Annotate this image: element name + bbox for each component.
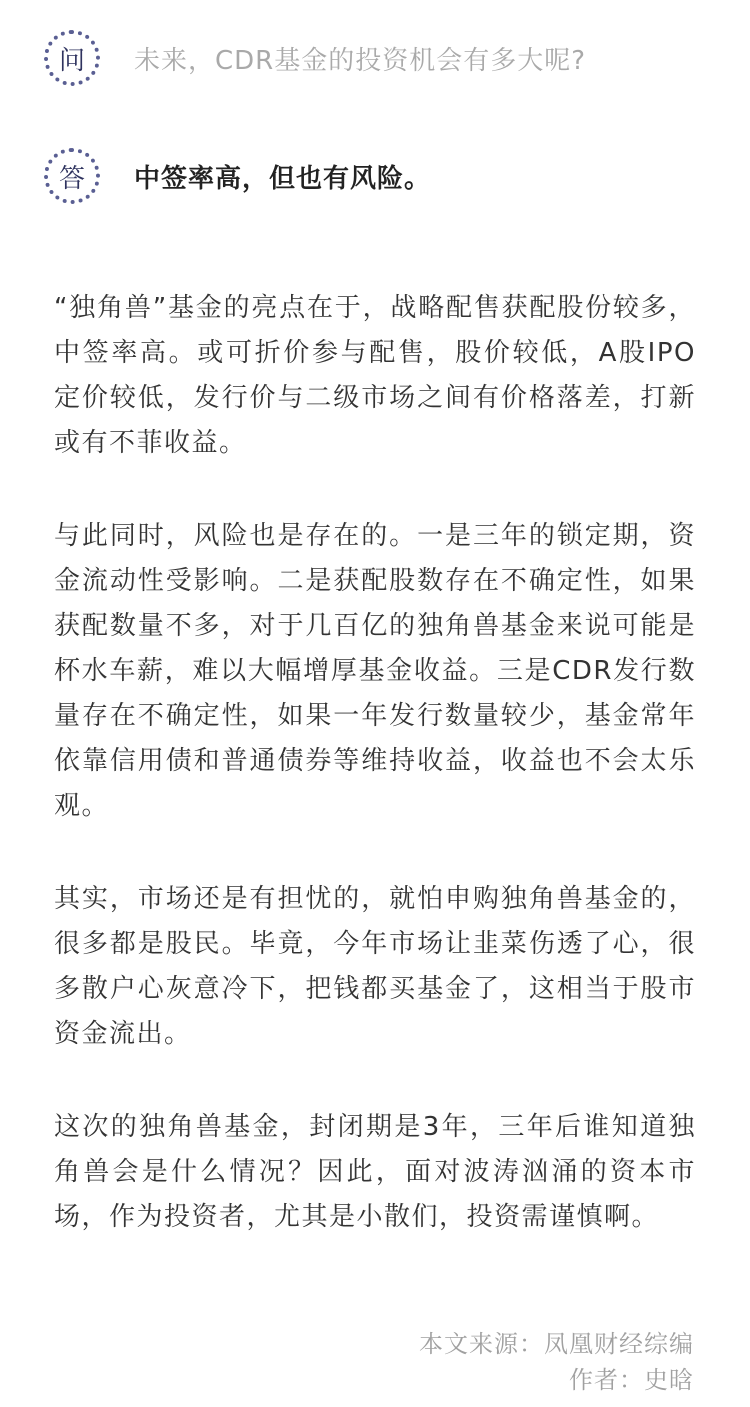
question-badge: 问 [44, 30, 100, 86]
article-body [54, 286, 696, 1288]
question-row [44, 30, 586, 86]
paragraph-risks: 与此同时，风险也是存在的。一是三年的锁定期，资金流动性受影响。二是获配股数存在不确定性，如果获配数量不多，对于几百亿的独角兽基金来说可能是杯水车薪，难以大幅增厚基金收益。三是CDR发行数量存在不确定性，如果一年发行数量较少，基金常年依靠信用债和普通债券等维持收益，收益也不会太乐观。 [54, 521, 696, 821]
question-text: 未来，CDR基金的投资机会有多大呢? [134, 45, 587, 76]
source-credit: 本文来源：凤凰财经综编 [419, 1330, 694, 1358]
answer-text: 中签率高，但也有风险。 [134, 163, 432, 194]
article-credits [419, 1326, 694, 1398]
paragraph-highlights: “独角兽”基金的亮点在于，战略配售获配股份较多，中签率高。或可折价参与配售，股价较低，A股IPO定价较低，发行价与二级市场之间有价格落差，打新或有不菲收益。 [54, 293, 696, 458]
paragraph-conclusion: 这次的独角兽基金，封闭期是3年，三年后谁知道独角兽会是什么情况？因此，面对波涛汹涌的资本市场，作为投资者，尤其是小散们，投资需谨慎啊。 [54, 1112, 696, 1232]
paragraph-market-concerns: 其实，市场还是有担忧的，就怕申购独角兽基金的，很多都是股民。毕竟，今年市场让韭菜伤透了心，很多散户心灰意冷下，把钱都买基金了，这相当于股市资金流出。 [54, 884, 696, 1049]
author-credit: 作者：史晗 [569, 1366, 694, 1394]
answer-row [44, 148, 431, 204]
answer-badge: 答 [44, 148, 100, 204]
